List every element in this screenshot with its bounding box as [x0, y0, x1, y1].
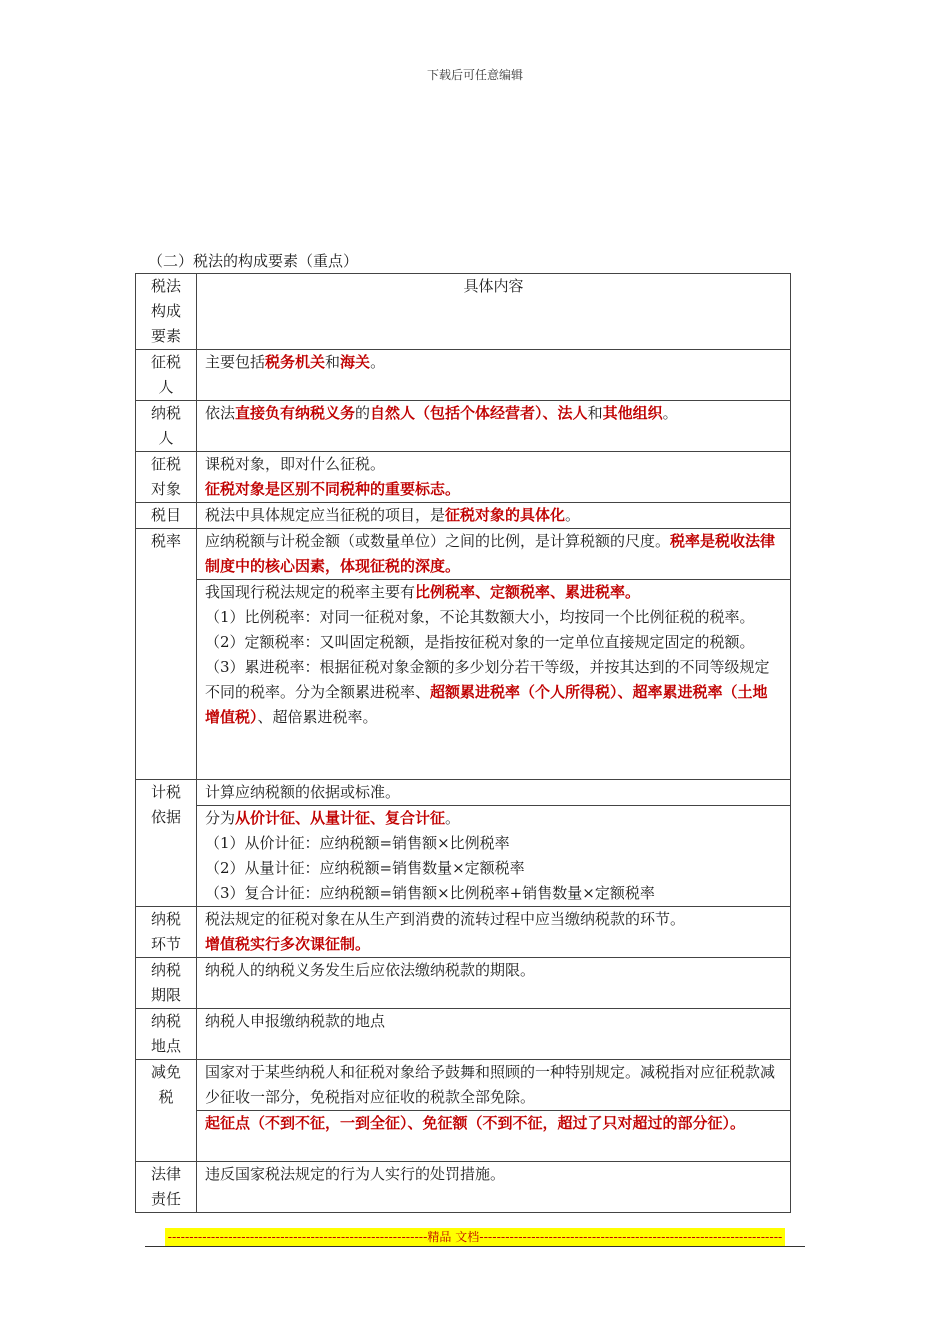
- table-row: [136, 1111, 791, 1162]
- table-row: [136, 958, 791, 1009]
- row-label: 征税对象: [136, 452, 197, 503]
- table-row: [136, 1009, 791, 1060]
- table-row: [136, 503, 791, 529]
- table-row: [136, 529, 791, 580]
- row-label: 纳税地点: [136, 1009, 197, 1060]
- header-label-cell: 税法构成要素: [136, 274, 197, 350]
- row-content: 分为从价计征、从量计征、复合计征。 （1）从价计征：应纳税额=销售额×比例税率 （2）从量计征：应纳税额=销售数量×定额税率 （3）复合计征：应纳税额=销售额×比例税率+销售数量×定额税率: [197, 806, 791, 907]
- tax-elements-table: [135, 273, 791, 1213]
- header-note: 下载后可任意编辑: [426, 68, 523, 82]
- row-label: 征税人: [136, 350, 197, 401]
- row-label: 纳税环节: [136, 907, 197, 958]
- row-content: 税法规定的征税对象在从生产到消费的流转过程中应当缴纳税款的环节。 增值税实行多次课征制。: [197, 907, 791, 958]
- row-label: 法律责任: [136, 1162, 197, 1213]
- table-row: [136, 401, 791, 452]
- row-content: 主要包括税务机关和海关。: [197, 350, 791, 401]
- row-content: 国家对于某些纳税人和征税对象给予鼓舞和照顾的一种特别规定。减税指对应征税款减少征收一部分，免税指对应征收的税款全部免除。: [197, 1060, 791, 1111]
- row-content: 依法直接负有纳税义务的自然人（包括个体经营者）、法人和其他组织。: [197, 401, 791, 452]
- row-content: 应纳税额与计税金额（或数量单位）之间的比例，是计算税额的尺度。税率是税收法律制度中的核心因素，体现征税的深度。: [197, 529, 791, 580]
- row-label: 税目: [136, 503, 197, 529]
- table-row: [136, 806, 791, 907]
- row-content: 纳税人申报缴纳税款的地点: [197, 1009, 791, 1060]
- table-row: [136, 780, 791, 806]
- header-content-cell: 具体内容: [197, 274, 791, 350]
- footer-banner: ------------------------------------------------------------精品 文档----------------------------------------------------------------------: [165, 1228, 785, 1246]
- section-title: （二）税法的构成要素（重点）: [148, 252, 359, 270]
- table-row: [136, 907, 791, 958]
- table-row: [136, 1162, 791, 1213]
- footer-divider: [145, 1246, 805, 1247]
- row-label: 纳税期限: [136, 958, 197, 1009]
- row-label: 税率: [136, 529, 197, 780]
- table-row: [136, 1060, 791, 1111]
- row-content: 计算应纳税额的依据或标准。: [197, 780, 791, 806]
- row-content: 违反国家税法规定的行为人实行的处罚措施。: [197, 1162, 791, 1213]
- table-row: [136, 580, 791, 780]
- row-label: 计税依据: [136, 780, 197, 907]
- row-label: 纳税人: [136, 401, 197, 452]
- table-row: [136, 452, 791, 503]
- row-content: 起征点（不到不征，一到全征）、免征额（不到不征，超过了只对超过的部分征）。: [197, 1111, 791, 1162]
- row-content: 税法中具体规定应当征税的项目，是征税对象的具体化。: [197, 503, 791, 529]
- table-header-row: [136, 274, 791, 350]
- row-content: 课税对象，即对什么征税。 征税对象是区别不同税种的重要标志。: [197, 452, 791, 503]
- row-content: 纳税人的纳税义务发生后应依法缴纳税款的期限。: [197, 958, 791, 1009]
- row-label: 减免税: [136, 1060, 197, 1162]
- row-content: 我国现行税法规定的税率主要有比例税率、定额税率、累进税率。 （1）比例税率：对同一征税对象，不论其数额大小，均按同一个比例征税的税率。 （2）定额税率：又叫固定税额，是指按征税对象的一定单位直接规定固定的税额。 （3）累进税率：根据征税对象金额的多少划分若干等级，并按其达到的不同等级规定不同的税率。分为全额累进税率、超额累进税率（个人所得税）、超率累进税率（土地增值税）、超倍累进税率。: [197, 580, 791, 780]
- table-row: [136, 350, 791, 401]
